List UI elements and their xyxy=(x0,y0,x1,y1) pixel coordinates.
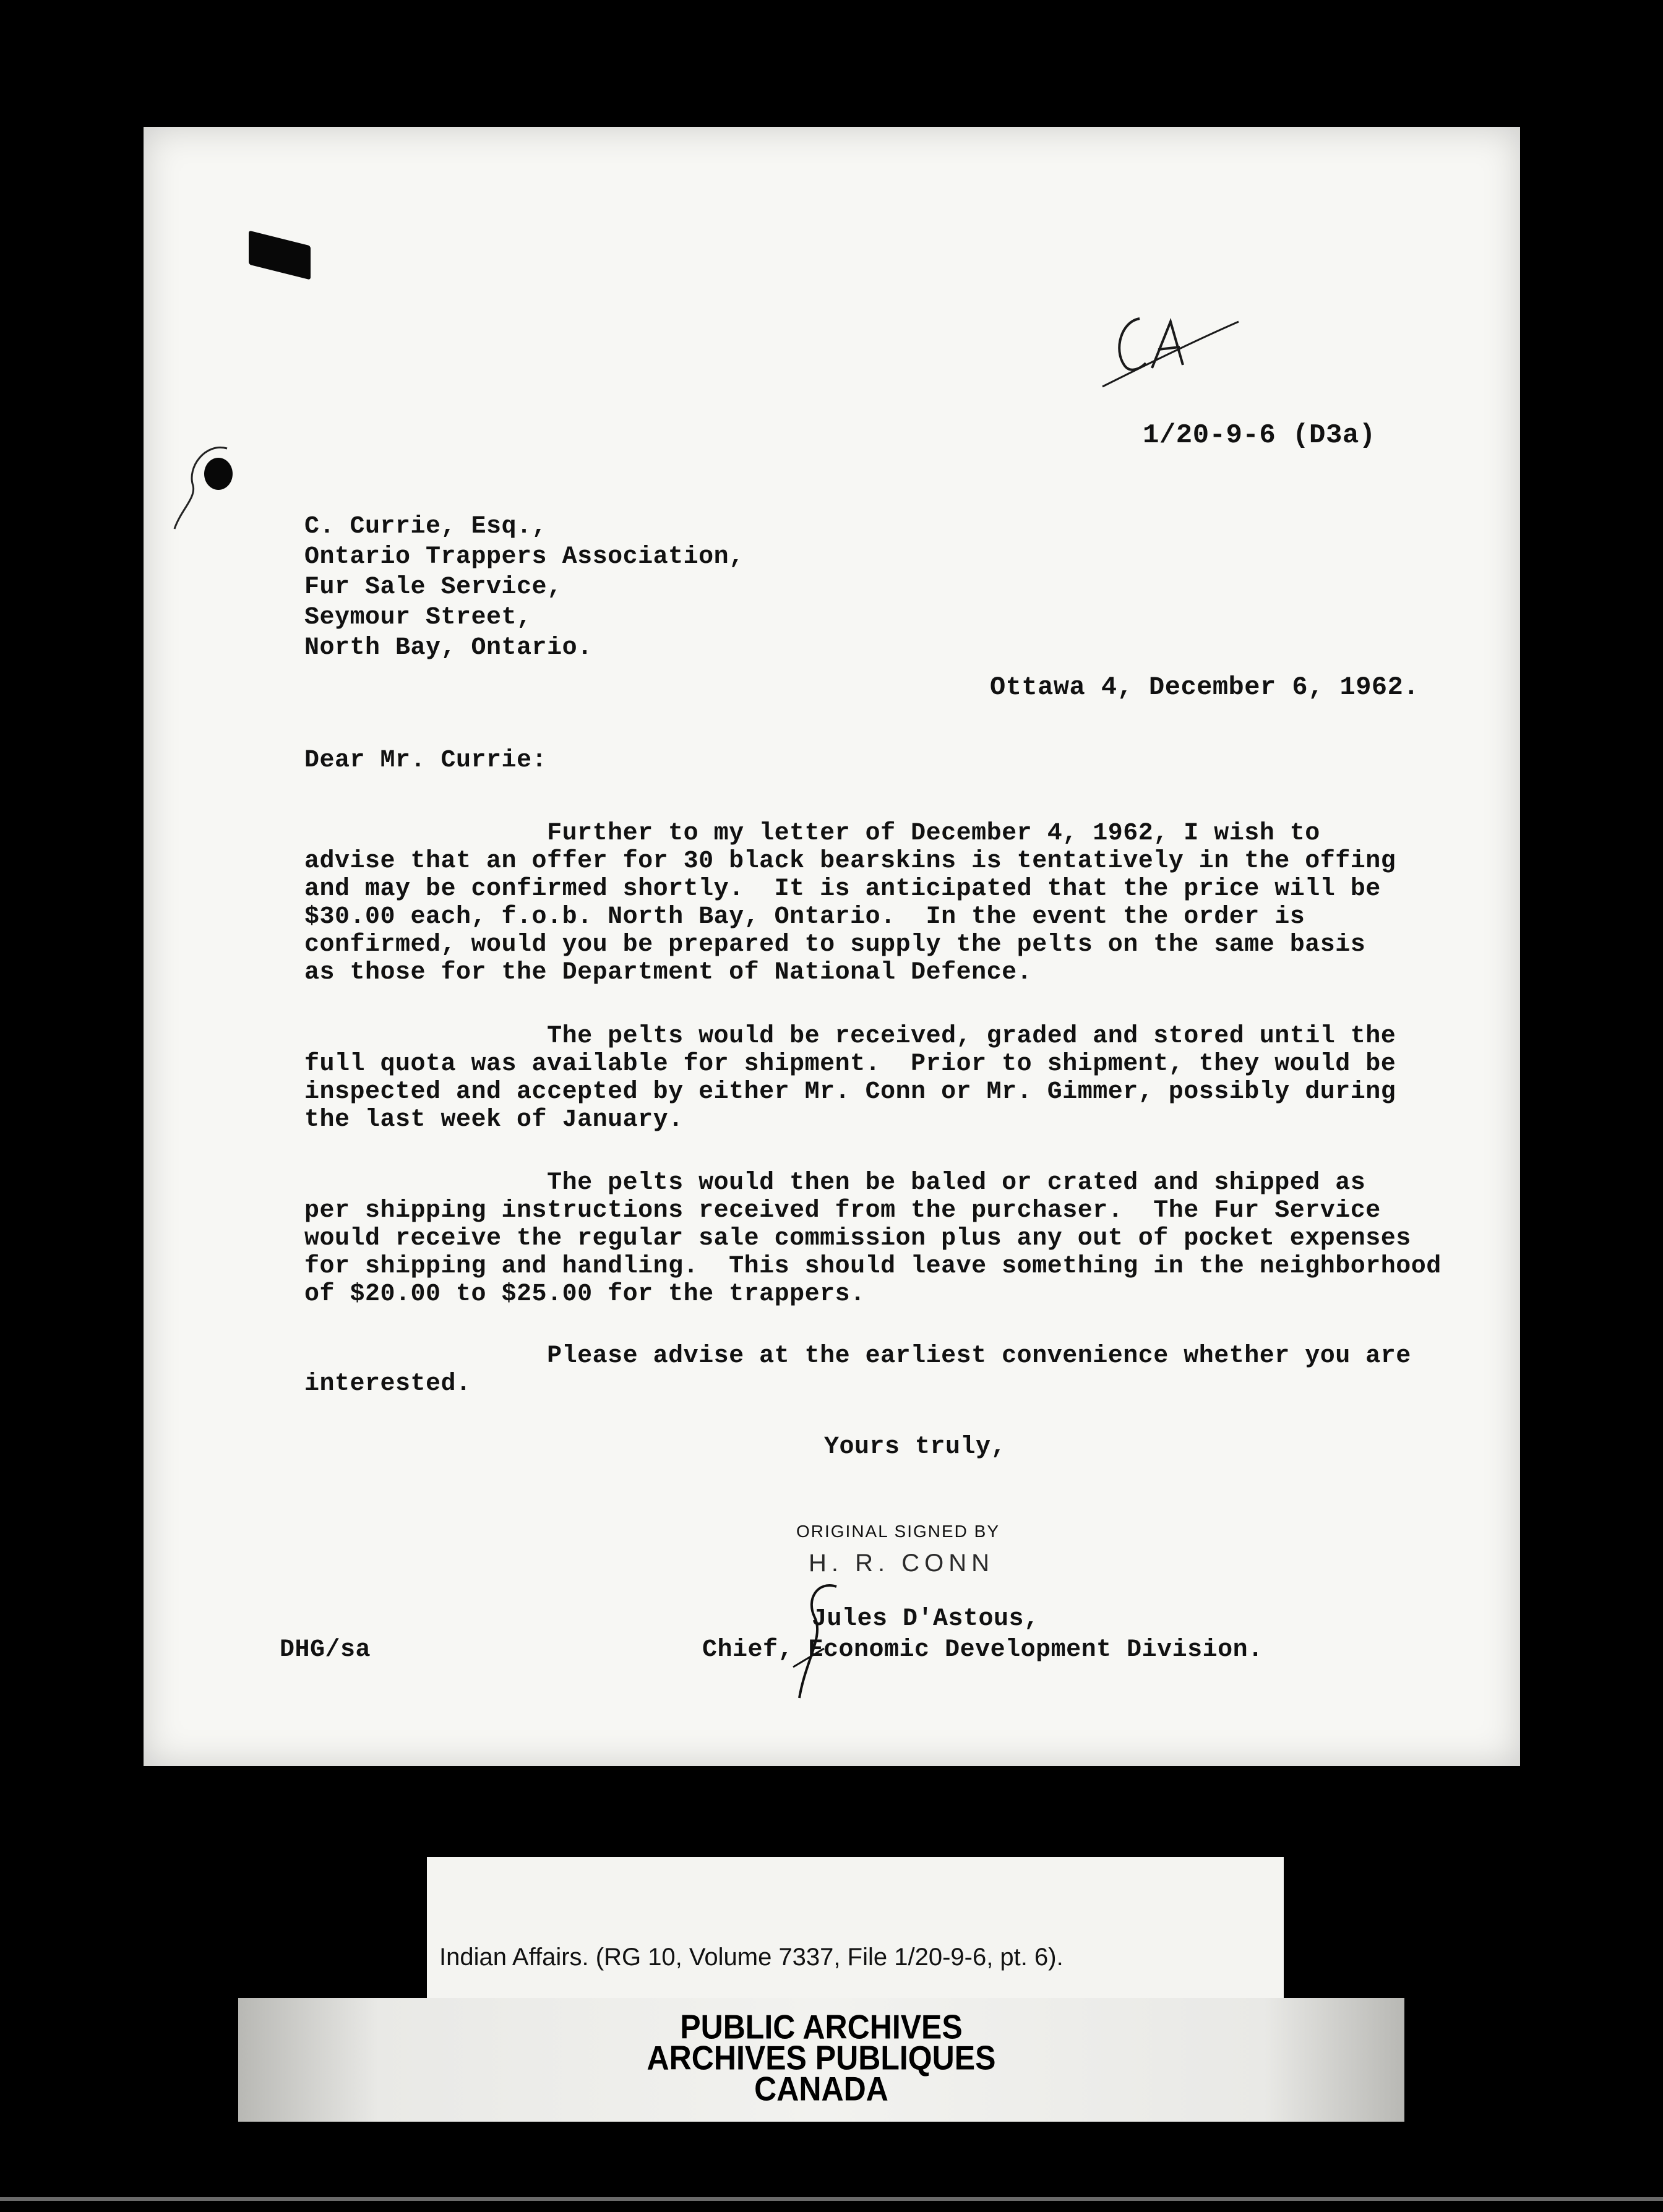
address-line: C. Currie, Esq., xyxy=(304,513,548,541)
archive-reference-strip xyxy=(427,1857,1284,2018)
paragraph-line: advise that an offer for 30 black bearskins is tentatively in the offing xyxy=(304,847,1396,875)
original-signed-stamp: ORIGINAL SIGNED BY xyxy=(796,1522,1000,1541)
body-paragraph-1 xyxy=(304,820,1418,987)
reference-initials: DHG/sa xyxy=(280,1636,371,1664)
body-paragraph-4 xyxy=(304,1342,1418,1398)
salutation: Dear Mr. Currie: xyxy=(304,747,548,774)
paragraph-line: The pelts would be received, graded and stored until the xyxy=(304,1022,1396,1050)
date-line: Ottawa 4, December 6, 1962. xyxy=(990,672,1420,702)
archives-stamp-line: PUBLIC ARCHIVES xyxy=(680,2008,963,2046)
paragraph-line: for shipping and handling. This should leave something in the neighborhood xyxy=(304,1253,1442,1280)
archives-stamp-strip xyxy=(238,1998,1404,2122)
paragraph-line: would receive the regular sale commission plus any out of pocket expenses xyxy=(304,1225,1411,1253)
paragraph-line: $30.00 each, f.o.b. North Bay, Ontario. In the event the order is xyxy=(304,903,1305,931)
archives-stamp-line: CANADA xyxy=(754,2070,888,2108)
paragraph-line: Further to my letter of December 4, 1962, I wish to xyxy=(304,820,1320,847)
paragraph-line: inspected and accepted by either Mr. Conn or Mr. Gimmer, possibly during xyxy=(304,1078,1396,1106)
ink-blot-mark xyxy=(249,231,311,280)
closing: Yours truly, xyxy=(824,1433,1007,1461)
paragraph-line: The pelts would then be baled or crated and shipped as xyxy=(304,1169,1366,1197)
body-paragraph-2 xyxy=(304,1022,1418,1134)
paragraph-line: interested. xyxy=(304,1370,471,1398)
paragraph-line: and may be confirmed shortly. It is anticipated that the price will be xyxy=(304,875,1381,903)
address-line: Fur Sale Service, xyxy=(304,573,562,601)
pencil-curl-mark xyxy=(168,436,243,535)
address-line: Ontario Trappers Association, xyxy=(304,543,744,571)
handwritten-initials-mark xyxy=(1096,306,1245,393)
address-line: Seymour Street, xyxy=(304,604,532,632)
film-edge xyxy=(0,2197,1663,2201)
address-line: North Bay, Ontario. xyxy=(304,634,593,662)
paragraph-line: per shipping instructions received from the purchaser. The Fur Service xyxy=(304,1197,1381,1225)
paragraph-line: confirmed, would you be prepared to supply the pelts on the same basis xyxy=(304,931,1366,959)
archive-reference: Indian Affairs. (RG 10, Volume 7337, File 1/20-9-6, pt. 6). xyxy=(439,1944,1064,1971)
paragraph-line: as those for the Department of National Defence. xyxy=(304,959,1033,987)
archives-stamp-line: ARCHIVES PUBLIQUES xyxy=(647,2039,996,2077)
signatory-name: Jules D'Astous, xyxy=(812,1605,1039,1633)
file-number: 1/20-9-6 (D3a) xyxy=(1143,420,1376,451)
paragraph-line: the last week of January. xyxy=(304,1106,684,1134)
signed-name-stamp: H. R. CONN xyxy=(809,1550,994,1577)
paragraph-line: Please advise at the earliest convenience whether you are xyxy=(304,1342,1411,1370)
paragraph-line: full quota was available for shipment. Prior to shipment, they would be xyxy=(304,1050,1396,1078)
body-paragraph-3 xyxy=(304,1169,1442,1308)
paragraph-line: of $20.00 to $25.00 for the trappers. xyxy=(304,1280,866,1308)
letter-sheet xyxy=(144,127,1520,1766)
signatory-title: Chief, Economic Development Division. xyxy=(702,1636,1263,1664)
